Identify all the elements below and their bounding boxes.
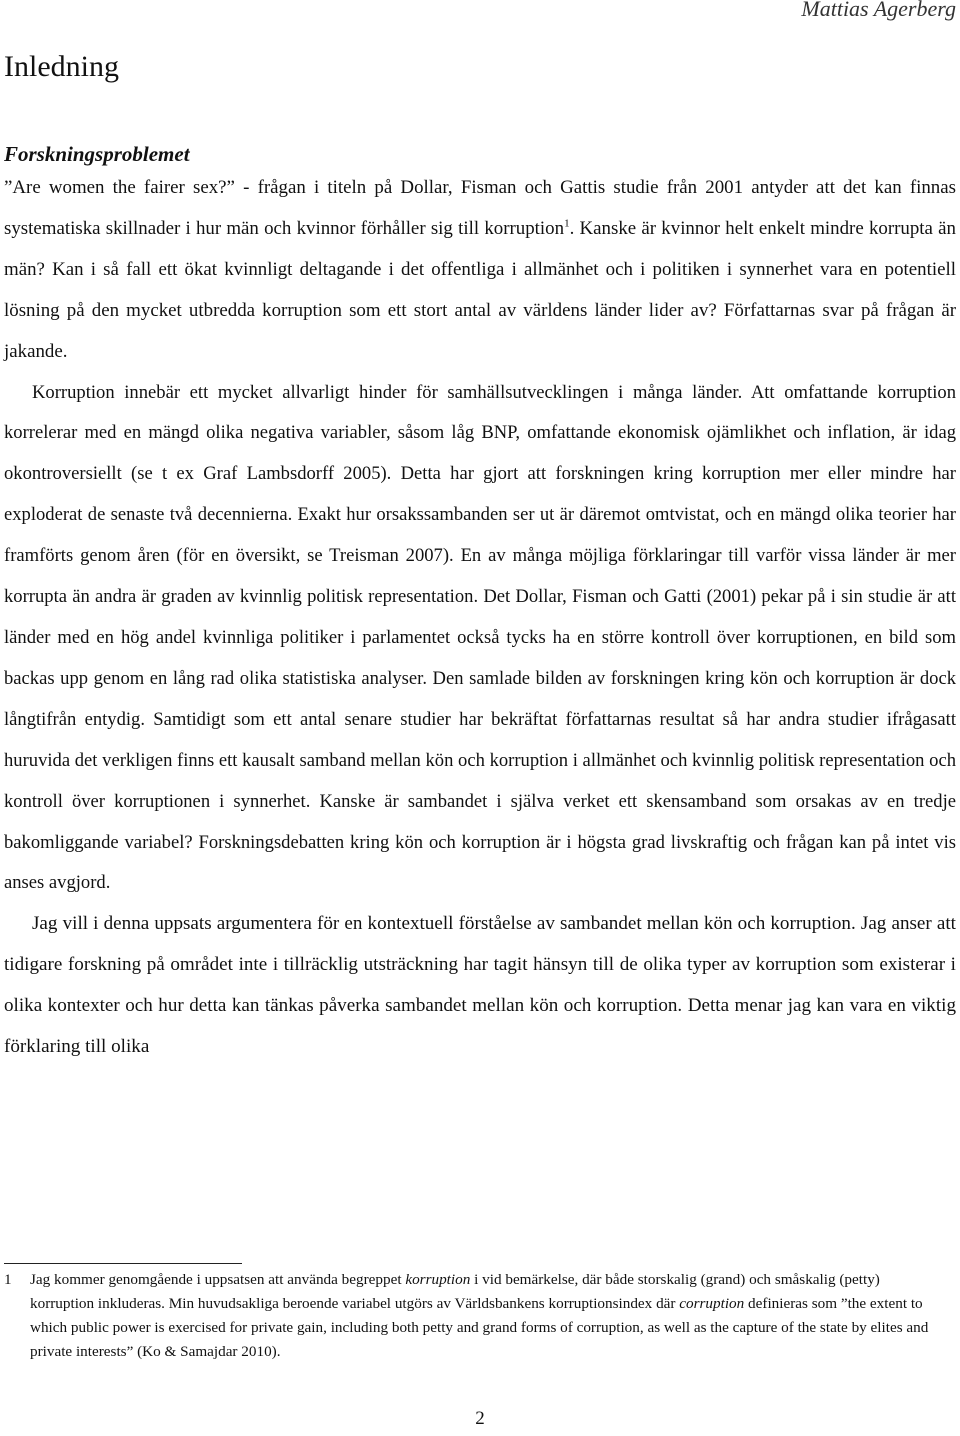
body-text	[4, 168, 956, 1068]
paragraph-3: Jag vill i denna uppsats argumentera för en kontextuell förståelse av sambandet mellan kön och korruption. Jag anser att tidigare forskning på området inte i tillräcklig utsträckning har tagit hänsyn till de olika typer av korruption som existerar i olika kontexter och hur detta kan tänkas påverka sambandet mellan kön och korruption. Detta menar jag kan vara en viktig förklaring till olika	[4, 913, 956, 1058]
footnote-divider	[4, 1263, 242, 1264]
footnote-number: 1	[4, 1271, 12, 1288]
paragraph-1-text-a: ”Are women the fairer sex?” - frågan i titeln på Dollar, Fisman och Gattis studie från 2001 antyder att det kan finnas systematiska skillnader i hur män och kvinnor förhåller sig till korruption	[4, 177, 956, 239]
section-title: Forskningsproblemet	[4, 142, 190, 166]
footnote	[4, 1268, 944, 1364]
paragraph-1-text-b: . Kanske är kvinnor helt enkelt mindre korrupta än män? Kan i så fall ett ökat kvinnligt deltagande i det offentliga i allmänhet och i politiken i synnerhet vara en potentiell lösning på den mycket utbredda korruption som ett stort antal av världens länder lider av? Författarnas svar på frågan är jakande.	[4, 217, 956, 362]
page-number: 2	[475, 1408, 485, 1429]
footnote-text-part-1: Jag kommer genomgående i uppsatsen att använda begreppet	[30, 1271, 406, 1288]
paragraph-1	[4, 168, 956, 373]
footnote-text-part-3: definieras som ”the extent to which public power is exercised for private gain, including both petty and grand forms of corruption, as well as the capture of the state by elites and private interests” (Ko & Samajdar 2010).	[30, 1295, 929, 1360]
footnote-text-part-2: i vid bemärkelse, där både storskalig (grand) och småskalig (petty) korruption inkluderas. Min huvudsakliga beroende variabel utgörs av Världsbankens korruptionsindex där	[30, 1271, 880, 1312]
footnote-reference: 1	[564, 217, 570, 230]
footnote-term-korruption: korruption	[405, 1271, 471, 1288]
footnote-term-corruption: corruption	[679, 1295, 745, 1312]
footnote-text	[30, 1268, 944, 1364]
chapter-title: Inledning	[4, 50, 119, 83]
running-header-author: Mattias Agerberg	[801, 0, 956, 21]
paragraph-2: Korruption innebär ett mycket allvarligt hinder för samhällsutvecklingen i många länder. Att omfattande korruption korrelerar med en mängd olika negativa variabler, såsom låg BNP, omfattande ekonomisk ojämlikhet och inflation, är idag okontroversiellt (se t ex Graf Lambsdorff 2005). Detta har gjort att forskningen kring korruption mer eller mindre har exploderat de senaste två decennierna. Exakt hur orsakssambanden ser ut är däremot omtvistat, och en mängd olika teorier har framförts genom åren (för en översikt, se Treisman 2007). En av många möjliga förklaringar till varför vissa länder är mer korrupta än andra är graden av kvinnlig politisk representation. Det Dollar, Fisman och Gatti (2001) pekar på i sin studie är att länder med en hög andel kvinnliga politiker i parlamentet också tycks ha en större kontroll över korruptionen, en bild som backas upp genom en lång rad olika statistiska analyser. Den samlade bilden av forskningen kring kön och korruption är dock långtifrån entydig. Samtidigt som ett antal senare studier har bekräftat författarnas resultat så har andra studier ifrågasatt huruvida det verkligen finns ett kausalt samband mellan kön och korruption i allmänhet och kvinnlig politisk representation och kontroll över korruptionen i synnerhet. Kanske är sambandet i själva verket ett skensamband som orsakas av en tredje bakomliggande variabel? Forskningsdebatten kring kön och korruption är i högsta grad livskraftig och frågan kan på intet vis anses avgjord.	[4, 381, 956, 894]
